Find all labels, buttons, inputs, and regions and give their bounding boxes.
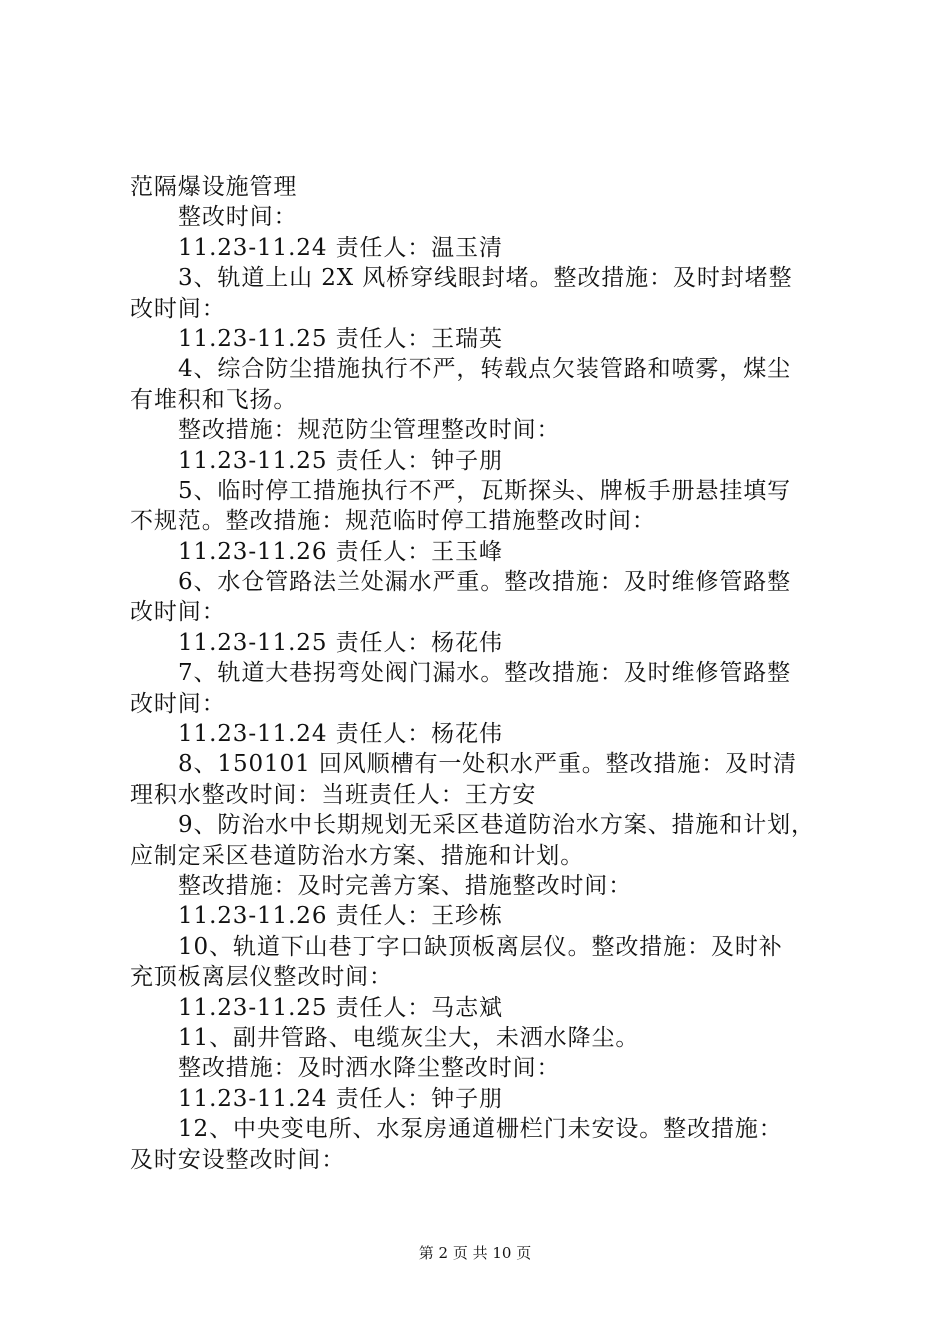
text-line: 理积水整改时间：当班责任人：王方安	[130, 781, 537, 808]
text-line: 11.23-11.25 责任人：杨花伟	[178, 629, 503, 656]
text-line: 整改措施：及时洒水降尘整改时间：	[178, 1055, 561, 1082]
text-line: 范隔爆设施管理	[130, 174, 298, 200]
text-line: 11.23-11.24 责任人：杨花伟	[178, 721, 503, 748]
text-line: 整改时间：	[178, 204, 298, 231]
text-line: 不规范。整改措施：规范临时停工措施整改时间：	[130, 508, 656, 535]
text-line: 4、综合防尘措施执行不严，转载点欠装管路和喷雾，煤尘	[178, 356, 792, 383]
text-line: 7、轨道大巷拐弯处阀门漏水。整改措施：及时维修管路整	[178, 660, 792, 687]
text-line: 改时间：	[130, 295, 226, 322]
text-line: 11.23-11.24 责任人：温玉清	[178, 234, 503, 261]
text-line: 6、水仓管路法兰处漏水严重。整改措施：及时维修管路整	[178, 569, 792, 596]
text-line: 12、中央变电所、水泵房通道栅栏门未安设。整改措施：	[178, 1116, 783, 1143]
page-footer: 第 2 页 共 10 页	[418, 1244, 532, 1262]
text-line: 3、轨道上山 2X 风桥穿线眼封堵。整改措施：及时封堵整	[178, 265, 793, 292]
text-line: 5、临时停工措施执行不严，瓦斯探头、牌板手册悬挂填写	[178, 477, 792, 504]
text-line: 11.23-11.24 责任人：钟子朋	[178, 1085, 503, 1112]
text-line: 11.23-11.26 责任人：王玉峰	[178, 538, 503, 565]
text-line: 10、轨道下山巷丁字口缺顶板离层仪。整改措施：及时补	[178, 933, 783, 960]
text-line: 整改措施：及时完善方案、措施整改时间：	[178, 872, 633, 899]
text-line: 9、防治水中长期规划无采区巷道防治水方案、措施和计划，	[178, 812, 815, 839]
text-line: 整改措施：规范防尘管理整改时间：	[178, 417, 561, 444]
text-line: 11.23-11.25 责任人：马志斌	[178, 994, 503, 1021]
text-line: 11、副井管路、电缆灰尘大，未洒水降尘。	[178, 1024, 640, 1051]
text-line: 应制定采区巷道防治水方案、措施和计划。	[130, 842, 585, 869]
text-line: 有堆积和飞扬。	[130, 386, 298, 413]
text-line: 改时间：	[130, 690, 226, 717]
text-line: 11.23-11.25 责任人：钟子朋	[178, 447, 503, 474]
text-line: 充顶板离层仪整改时间：	[130, 964, 393, 991]
text-line: 改时间：	[130, 599, 226, 626]
text-line: 11.23-11.26 责任人：王珍栋	[178, 903, 503, 930]
text-line: 11.23-11.25 责任人：王瑞英	[178, 325, 503, 352]
document-body	[130, 172, 835, 1175]
text-line: 及时安设整改时间：	[130, 1146, 346, 1173]
text-line: 8、150101 回风顺槽有一处积水严重。整改措施：及时清	[178, 751, 797, 778]
